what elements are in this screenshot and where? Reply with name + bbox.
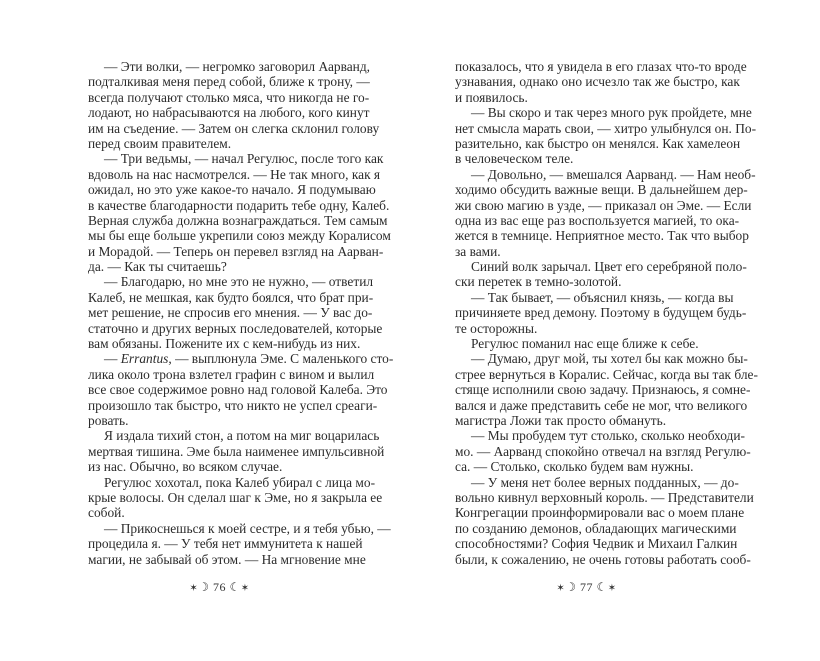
text-line: показалось, что я увидела в его глазах что-то вроде (455, 59, 747, 74)
text-line: по созданию демонов, обладающих магическими (455, 520, 737, 536)
star-ornament-icon: ✶ (556, 583, 566, 594)
paragraph (88, 474, 383, 521)
paragraph (455, 259, 747, 290)
left-page-text (88, 59, 394, 567)
paragraph (88, 274, 383, 352)
text-line: Конгрегации проинформировали вас о моем плане (455, 505, 745, 521)
text-line (88, 351, 394, 367)
text-line: в человеческом теле. (455, 151, 574, 167)
text-line: магии, не забывай об этом. — На мгновение мне (88, 551, 366, 567)
paragraph (88, 520, 391, 567)
text-line: вался и даже представить себе не мог, что великого (455, 397, 748, 413)
waxing-moon-icon: ☽ (198, 580, 210, 594)
text-line: вольно кивнул верховный король. — Представители (455, 489, 754, 505)
page-number: 76 (213, 580, 226, 594)
page-number-left (88, 580, 351, 595)
text-line: — Вы скоро и так через много рук пройдете, мне (471, 105, 752, 121)
text-fragment: — (104, 351, 121, 367)
paragraph (455, 166, 756, 259)
paragraph (455, 59, 747, 105)
text-line: узнавания, однако оно исчезло так же быстро, как (455, 74, 740, 90)
star-ornament-icon: ✶ (240, 583, 250, 594)
text-line: лика около трона взлетел графин с вином и вылил (88, 366, 375, 382)
paragraph (455, 289, 747, 336)
text-line: и Морадой. — Теперь он перевел взгляд на Аарван- (88, 243, 384, 259)
text-line: — Благодарю, но мне это не нужно, — ответил (104, 274, 374, 290)
text-line: Я издала тихий стон, а потом на миг воцарилась (104, 428, 380, 444)
text-line: са. — Столько, сколько будем вам нужны. (455, 459, 694, 475)
page-number-right (455, 580, 718, 595)
paragraph (455, 474, 754, 567)
text-line: да. — Как ты считаешь? (88, 259, 227, 275)
text-line: нет смысла марать свои, — хитро улыбнулся он. По- (455, 120, 757, 136)
text-line: статочно и других верных последователей, которые (88, 320, 383, 336)
text-line: вдоволь на нас насмотрелся. — Не так много, как я (88, 166, 381, 182)
text-line: вам обязаны. Пожените их с кем-нибудь из них. (88, 336, 361, 352)
text-line: стрее вернуться в Коралис. Сейчас, когда вы так бле- (455, 366, 758, 382)
text-line: разительно, как быстро он менялся. Как хамелеон (455, 135, 741, 151)
text-line: ожидал, но это уже какое-то начало. Я подумываю (88, 182, 376, 198)
text-line: — Мы пробудем тут столько, сколько необходи- (471, 428, 745, 444)
paragraph (455, 428, 751, 475)
text-line: ходимо обсудить важные вещи. В дальнейшем дер- (455, 182, 748, 198)
text-line: за вами. (455, 243, 501, 259)
right-page-text (455, 59, 758, 567)
text-line: — Эти волки, — негромко заговорил Аарванд, (104, 59, 371, 74)
text-line: произошло так быстро, что никто не успел среаги- (88, 397, 378, 413)
text-line: подталкивая меня перед собой, ближе к трону, — (88, 74, 370, 90)
waning-moon-icon: ☾ (229, 580, 241, 594)
waning-moon-icon: ☾ (596, 580, 608, 594)
waxing-moon-icon: ☽ (565, 580, 577, 594)
text-line: причиняете вред демону. Поэтому в будущем будь- (455, 305, 747, 321)
text-line: ровать. (88, 412, 129, 428)
text-line: Синий волк зарычал. Цвет его серебряной поло- (471, 259, 747, 275)
paragraph (88, 351, 394, 428)
page-number: 77 (580, 580, 593, 594)
star-ornament-icon: ✶ (189, 583, 199, 594)
text-line: одна из вас еще раз воспользуется магией, то ока- (455, 212, 740, 228)
paragraph (455, 351, 758, 428)
text-line: мы бы еще больше укрепили союз между Коралисом (88, 228, 391, 244)
paragraph (455, 105, 757, 167)
text-line: — Довольно, — вмешался Аарванд. — Нам необ- (471, 166, 756, 182)
text-line: магистра Ложи так просто обмануть. (455, 412, 667, 428)
text-line: — Прикоснешься к моей сестре, и я тебя убью, — (104, 520, 391, 536)
text-line: жи свою магию в узде, — приказал он Эме. — Если (455, 197, 752, 213)
paragraph (88, 428, 385, 475)
text-fragment: , — выплюнула Эме. С маленького сто- (168, 351, 394, 367)
text-line: способностями? София Чедвик и Михаил Галкин (455, 536, 738, 552)
text-line: Верная служба должна вознаграждаться. Тем самым (88, 212, 388, 228)
text-line: Калеб, не мешкая, как будто боялся, что брат при- (88, 289, 374, 305)
text-line: мет решение, не спросив его мнения. — У вас до- (88, 305, 373, 321)
text-line: — Так бывает, — объяснил князь, — когда вы (471, 289, 734, 305)
paragraph (455, 336, 718, 351)
star-ornament-icon: ✶ (607, 583, 617, 594)
text-line: были, к сожалению, не очень готовы работать сооб- (455, 551, 751, 567)
text-line: им на съедение. — Затем он слегка склонил голову (88, 120, 380, 136)
paragraph (88, 151, 391, 275)
text-line: — Три ведьмы, — начал Регулюс, после того как (104, 151, 384, 167)
text-line: из нас. Обычно, во всяком случае. (88, 459, 283, 475)
text-line: — Думаю, друг мой, ты хотел бы как можно бы- (471, 351, 748, 367)
text-line: в качестве благодарности подарить тебе одну, Калеб. (88, 197, 390, 213)
italic-spell-word: Errantus (120, 351, 169, 367)
text-line: собой. (88, 505, 125, 521)
text-line: ски перетек в темно-золотой. (455, 274, 622, 290)
text-line: и появилось. (455, 89, 528, 105)
text-line: все свое содержимое ровно над головой Калеба. Это (88, 382, 388, 398)
text-line: крые волосы. Он сделал шаг к Эме, но я закрыла ее (88, 489, 383, 505)
text-line: жется в темнице. Неприятное место. Так что выбор (455, 228, 749, 244)
text-line: перед своим правителем. (88, 135, 232, 151)
text-line: те осторожны. (455, 320, 538, 336)
text-line: — У меня нет более верных подданных, — до- (471, 474, 739, 490)
text-line: мо. — Аарванд спокойно отвечал на взгляд Регулю- (455, 443, 751, 459)
text-line: стяще исполнили свою задачу. Признаюсь, я сомне- (455, 382, 751, 398)
paragraph (88, 59, 380, 151)
text-line: Регулюс поманил нас еще ближе к себе. (471, 336, 699, 352)
text-line: Регулюс хохотал, пока Калеб убирал с лица мо- (104, 474, 376, 490)
text-line: процедила я. — У тебя нет иммунитета к нашей (88, 536, 363, 552)
text-line: мертвая тишина. Эме была наименее импульсивной (88, 443, 385, 459)
text-line: всегда получают столько мяса, что никогда не го- (88, 89, 370, 105)
text-line: лодают, но набрасываются на любого, кого кинут (88, 105, 370, 121)
